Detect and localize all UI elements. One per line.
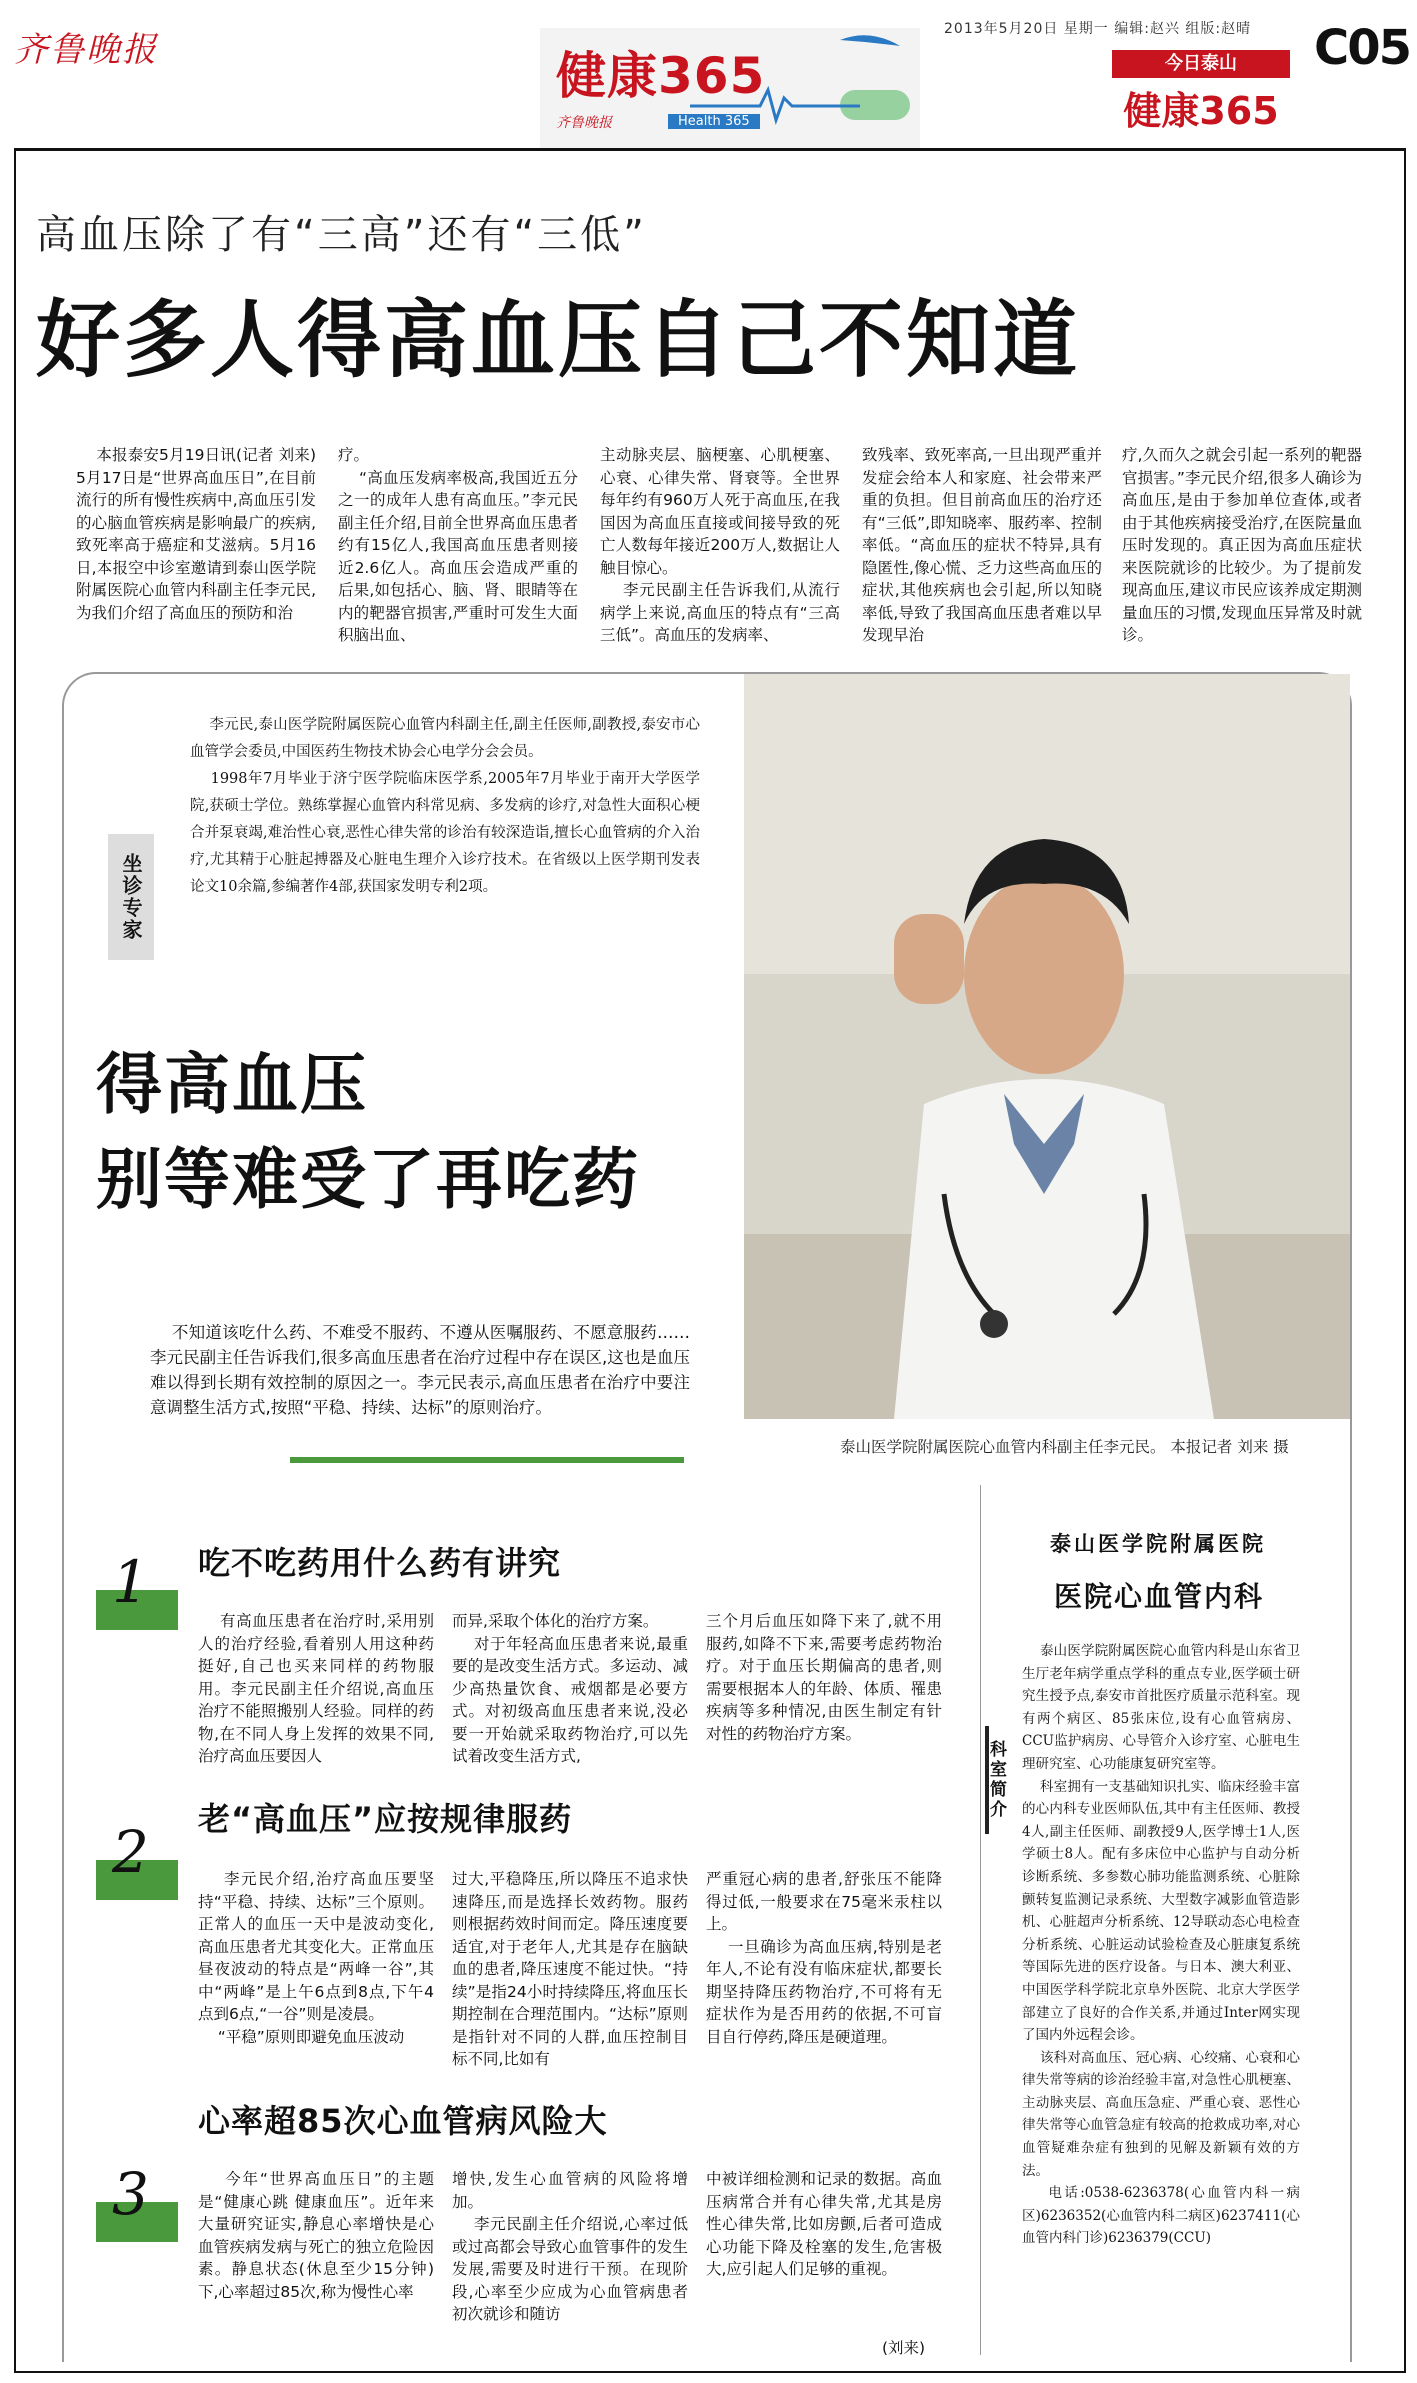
expert-lead: 不知道该吃什么药、不难受不服药、不遵从医嘱服药、不愿意服药……李元民副主任告诉我们,很多高血压患者在治疗过程中存在误区,这也是血压难以得到长期有效控制的原因之一。李元民表示,高血压患者在治疗中要注意调整生活方式,按照“平稳、持续、达标”的原则治疗。 xyxy=(150,1323,690,1417)
expert-bio-p1: 李元民,泰山医学院附属医院心血管内科副主任,副主任医师,副教授,泰安市心血管学会委员,中国医药生物技术协会心电学分会会员。 xyxy=(190,717,700,760)
article-column-5: 疗,久而久之就会引起一系列的靶器官损害。”李元民介绍,很多人确诊为高血压,是由于参加单位查体,或者由于其他疾病接受治疗,在医院量血压时发现的。真正因为高血压症状来医院就诊的比较少。为了提前发现高血压,建议市民应该养成定期测量血压的习惯,发现血压异常及时就诊。 xyxy=(1122,446,1362,644)
banner-sub: Health 365 xyxy=(668,114,760,129)
banner-title: 健康365 xyxy=(556,47,766,105)
dateline: 2013年5月20日 星期一 编辑:赵兴 组版:赵晴 xyxy=(944,21,1252,37)
section-1-title: 吃不吃药用什么药有讲究 xyxy=(198,1544,562,1582)
headline: 好多人得高血压自己不知道 xyxy=(36,291,1081,389)
section-1-column-1: 有高血压患者在治疗时,采用别人的治疗经验,看着别人用这种药挺好,自己也买来同样的药物服用。李元民副主任介绍说,高血压治疗不能照搬别人经验。同样的药物,在不同人身上发挥的效果不同,治疗高血压要因人 xyxy=(198,1612,434,1765)
article-column-1: 本报泰安5月19日讯(记者 刘来) 5月17日是“世界高血压日”,在目前流行的所有慢性疾病中,高血压引发的心脑血管疾病是影响最广的疾病,致死率高于癌症和艾滋病。5月16日,本报空中诊室邀请到泰山医学院附属医院心血管内科副主任李元民,为我们介绍了高血压的预防和治 xyxy=(76,446,321,622)
expert-subhead-line2: 别等难受了再吃药 xyxy=(96,1141,640,1218)
section-1-column-3: 三个月后血压如降下来了,就不用服药,如降不下来,需要考虑药物治疗。对于血压长期偏高的患者,则需要根据本人的年龄、体质、罹患疾病等多种情况,由医生制定有针对性的药物治疗方案。 xyxy=(706,1612,942,1743)
expert-bio-p2: 1998年7月毕业于济宁医学院临床医学系,2005年7月毕业于南开大学医学院,获硕士学位。熟练掌握心血管内科常见病、多发病的诊疗,对急性大面积心梗合并泵衰竭,难治性心衰,恶性心律失常的诊治有较深造诣,擅长心血管病的介入治疗,尤其精于心脏起搏器及心脏电生理介入诊疗技术。在省级以上医学期刊发表论文10余篇,参编著作4部,获国家发明专利2项。 xyxy=(190,771,700,895)
photo-caption: 泰山医学院附属医院心血管内科副主任李元民。 本报记者 刘来 摄 xyxy=(840,1438,1289,1456)
section-3-column-2: 增快,发生心血管病的风险将增加。 李元民副主任介绍说,心率过低或过高都会导致心血管事件的发生发展,需要及时进行干预。在现阶段,心率至少应成为心血管病患者初次就诊和随访 xyxy=(452,2170,688,2323)
sidebar-phone: 电话:0538-6236378(心血管内科一病区)6236352(心血管内科二病区)6237411(心血管内科门诊)6236379(CCU) xyxy=(1022,2185,1300,2247)
page-number: C05 xyxy=(1314,20,1411,76)
section-3-column-3: 中被详细检测和记录的数据。高血压病常合并有心律失常,尤其是房性心律失常,比如房颤,后者可造成心功能下降及栓塞的发生,危害极大,应引起人们足够的重视。 xyxy=(706,2170,942,2278)
section-2-column-2: 过大,平稳降压,所以降压不追求快速降压,而是选择长效药物。服药则根据药效时间而定。降压速度要适宜,对于老年人,尤其是存在脑缺血的患者,降压速度不能过快。“持续”是指24小时持续降压,将血压长期控制在合理范围内。“达标”原则是指针对不同的人群,血压控制目标不同,比如有 xyxy=(452,1870,688,2068)
article-column-3: 主动脉夹层、脑梗塞、心肌梗塞、心衰、心律失常、肾衰等。全世界每年约有960万人死于高血压,在我国因为高血压直接或间接导致的死亡人数每年接近200万人,数据让人触目惊心。 李元民副主任告诉我们,从流行病学上来说,高血压的特点有“三高三低”。高血压的发病率、 xyxy=(600,446,840,644)
section-2-column-3: 严重冠心病的患者,舒张压不能降得过低,一般要求在75毫米汞柱以上。 一旦确诊为高血压病,特别是老年人,不论有没有临床症状,都要长期坚持降压药物治疗,不可将有无症状作为是否用药的依据,不可盲目自行停药,降压是硬道理。 xyxy=(706,1870,942,2046)
today-label: 今日泰山 xyxy=(1112,50,1290,78)
section-3-column-1: 今年“世界高血压日”的主题是“健康心跳 健康血压”。近年来大量研究证实,静息心率增快是心血管疾病发病与死亡的独立危险因素。静息状态(休息至少15分钟)下,心率超过85次,称为慢性心率 xyxy=(198,2170,434,2301)
newspaper-logo: 齐鲁晚报 xyxy=(14,30,158,70)
section-1-number: 1 xyxy=(112,1548,149,1616)
section-2-title: 老“高血压”应按规律服药 xyxy=(198,1800,573,1838)
section-3-title: 心率超85次心血管病风险大 xyxy=(198,2102,608,2140)
section-2-number: 2 xyxy=(112,1818,149,1886)
section-3-byline: (刘来) xyxy=(882,2339,926,2357)
sidebar-body xyxy=(1022,1640,1300,2250)
article-column-4: 致残率、致死率高,一旦出现严重并发症会给本人和家庭、社会带来严重的负担。但目前高血压的治疗还有“三低”,即知晓率、服药率、控制率低。“高血压的症状不特异,具有隐匿性,像心慌、乏力这些高血压的症状,其他疾病也会引起,所以知晓率低,导致了我国高血压患者难以早发现早治 xyxy=(862,446,1102,644)
sidebar-text: 泰山医学院附属医院心血管内科是山东省卫生厅老年病学重点学科的重点专业,医学硕士研究生授予点,泰安市首批医疗质量示范科室。现有两个病区、85张床位,设有心血管病房、CCU监护病房、心导管介入诊疗室、心脏电生理研究室、心功能康复研究室等。 科室拥有一支基础知识扎实、临床经验丰富的心内科专业医师队伍,其中有主任医师、教授4人,副主任医师、副教授9人,医学博士1人,医学硕士8人。配有多床位中心监护与自动分析诊断系统、多参数心肺功能监测系统、心脏除颤转复监测记录系统、大型数字减影血管造影机、心脏超声分析系统、12导联动态心电检查分析系统、心脏运动试验检查及心脏康复系统等国际先进的医疗设备。与日本、澳大利亚、中国医学科学院北京阜外医院、北京大学医学部建立了良好的合作关系,并通过Inter网实现了国内外远程会诊。 该科对高血压、冠心病、心绞痛、心衰和心律失常等病的诊治经验丰富,对急性心肌梗塞、主动脉夹层、高血压急症、严重心衰、恶性心律失常等心血管急症有较高的抢救成功率,对心血管疑难杂症有独到的见解及新颖有效的方法。 xyxy=(1022,1643,1300,2179)
expert-subhead-line1: 得高血压 xyxy=(96,1046,368,1123)
section-3-number: 3 xyxy=(112,2160,149,2228)
sidebar-department: 医院心血管内科 xyxy=(1054,1580,1265,1613)
sidebar-tag: 科室简介 xyxy=(985,1726,1009,1834)
lead-underline xyxy=(290,1457,684,1463)
section-label: 健康365 xyxy=(1123,89,1279,133)
expert-tag: 坐诊专家 xyxy=(108,834,154,960)
banner-paper: 齐鲁晚报 xyxy=(556,115,612,131)
section-2-column-1: 李元民介绍,治疗高血压要坚持“平稳、持续、达标”三个原则。正常人的血压一天中是波动变化,高血压患者尤其变化大。正常血压昼夜波动的特点是“两峰一谷”,其中“两峰”是上午6点到8点,下午4点到6点,“一谷”则是凌晨。 “平稳”原则即避免血压波动 xyxy=(198,1870,434,2046)
sidebar-divider xyxy=(980,1485,981,2355)
section-1-column-2: 而异,采取个体化的治疗方案。 对于年轻高血压患者来说,最重要的是改变生活方式。多运动、减少高热量饮食、戒烟都是必要方式。对初级高血压患者来说,没必要一开始就采取药物治疗,可以先试着改变生活方式, xyxy=(452,1612,688,1765)
sidebar-institution: 泰山医学院附属医院 xyxy=(1050,1531,1266,1556)
article-column-2: 疗。 “高血压发病率极高,我国近五分之一的成年人患有高血压。”李元民副主任介绍,目前全世界高血压患者约有15亿人,我国高血压患者则接近2.6亿人。高血压会造成严重的后果,如包括心、脑、肾、眼睛等在内的靶器官损害,严重时可发生大面积脑出血、 xyxy=(338,446,578,644)
doctor-photo xyxy=(744,674,1350,1419)
expert-bio xyxy=(190,712,700,901)
kicker: 高血压除了有“三高”还有“三低” xyxy=(36,212,647,258)
